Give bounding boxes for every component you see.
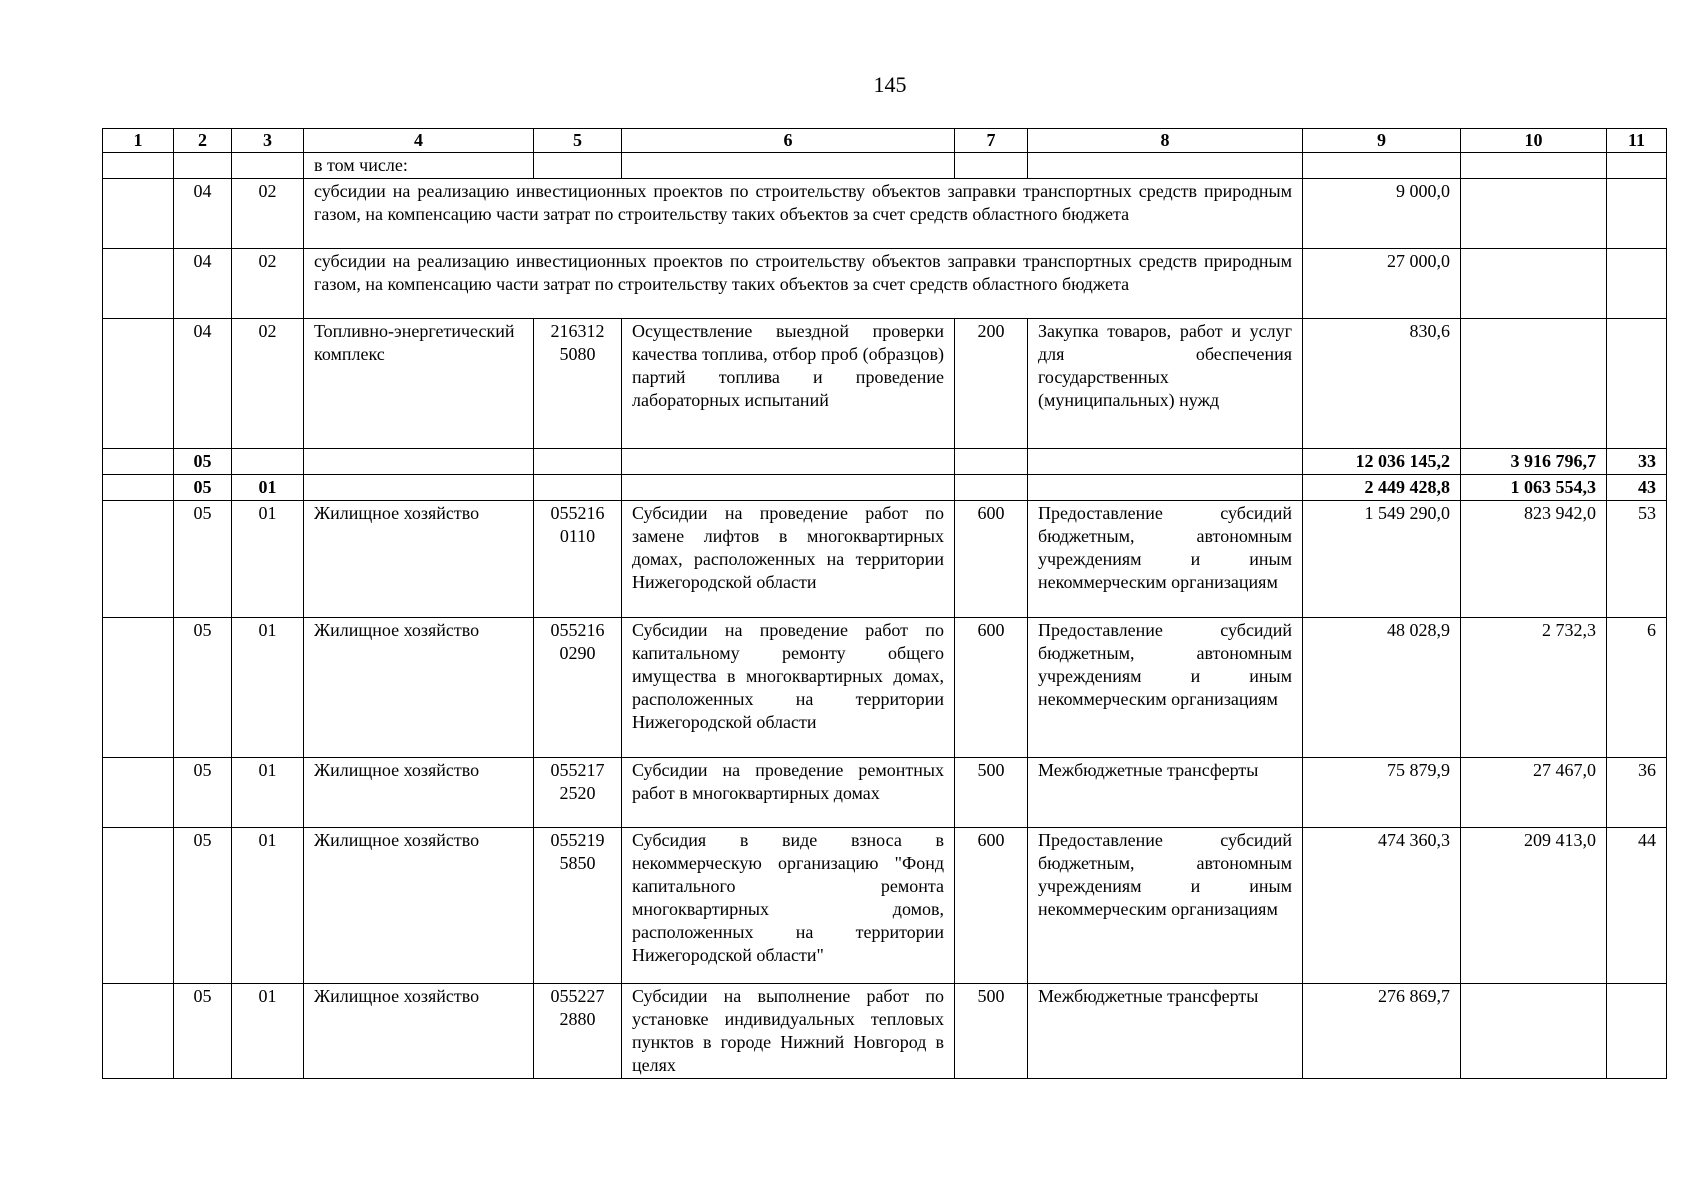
amount-col-11	[1607, 984, 1667, 1079]
subsection-code	[232, 449, 304, 475]
header-cell: 2	[174, 129, 232, 153]
cell-6	[622, 153, 955, 179]
section-code: 05	[174, 984, 232, 1079]
amount-col-10	[1461, 984, 1607, 1079]
cell-7	[955, 449, 1028, 475]
subsection-code: 02	[232, 249, 304, 319]
cell-1	[103, 249, 174, 319]
cell-9	[1303, 153, 1461, 179]
amount-col-9: 27 000,0	[1303, 249, 1461, 319]
expense-description: Субсидии на выполнение работ по установке индивидуальных тепловых пунктов в городе Нижний Новгород в целях	[622, 984, 955, 1079]
subsection-code: 01	[232, 828, 304, 984]
expense-type-name: Предоставление субсидий бюджетным, автономным учреждениям и иным некоммерческим организациям	[1028, 828, 1303, 984]
amount-col-9: 9 000,0	[1303, 179, 1461, 249]
subsection-code: 01	[232, 618, 304, 758]
header-cell: 10	[1461, 129, 1607, 153]
amount-col-9: 75 879,9	[1303, 758, 1461, 828]
subsection-code: 02	[232, 179, 304, 249]
target-article-code: 055219 5850	[534, 828, 622, 984]
target-article-code: 055216 0290	[534, 618, 622, 758]
expense-type-name: Предоставление субсидий бюджетным, автономным учреждениям и иным некоммерческим организациям	[1028, 618, 1303, 758]
subsection-code: 01	[232, 758, 304, 828]
cell-5	[534, 449, 622, 475]
amount-col-9: 276 869,7	[1303, 984, 1461, 1079]
expense-type-code: 500	[955, 984, 1028, 1079]
subsection-code: 02	[232, 319, 304, 449]
amount-col-10	[1461, 319, 1607, 449]
cell-1	[103, 449, 174, 475]
cell-4	[304, 449, 534, 475]
target-article-code: 055227 2880	[534, 984, 622, 1079]
header-cell: 8	[1028, 129, 1303, 153]
expense-description: Субсидия в виде взноса в некоммерческую организацию "Фонд капитального ремонта многоквартирных домов, расположенных на территории Нижегородской области"	[622, 828, 955, 984]
expense-type-name: Предоставление субсидий бюджетным, автономным учреждениям и иным некоммерческим организациям	[1028, 501, 1303, 618]
target-article-code: 055216 0110	[534, 501, 622, 618]
amount-col-10: 209 413,0	[1461, 828, 1607, 984]
cell-6	[622, 449, 955, 475]
amount-col-10	[1461, 249, 1607, 319]
expense-description: Субсидии на проведение работ по замене лифтов в многоквартирных домах, расположенных на территории Нижегородской области	[622, 501, 955, 618]
amount-col-10: 2 732,3	[1461, 618, 1607, 758]
expense-type-name: Межбюджетные трансферты	[1028, 984, 1303, 1079]
table-row	[103, 319, 1667, 449]
header-cell: 6	[622, 129, 955, 153]
amount-col-10: 823 942,0	[1461, 501, 1607, 618]
section-name: Жилищное хозяйство	[304, 984, 534, 1079]
table-row	[103, 828, 1667, 984]
cell-1	[103, 618, 174, 758]
section-name: Жилищное хозяйство	[304, 828, 534, 984]
header-cell: 5	[534, 129, 622, 153]
cell-1	[103, 475, 174, 501]
cell-8	[1028, 153, 1303, 179]
section-code: 05	[174, 828, 232, 984]
section-code: 04	[174, 249, 232, 319]
budget-table	[102, 128, 1667, 1079]
amount-col-9: 48 028,9	[1303, 618, 1461, 758]
table-row	[103, 449, 1667, 475]
header-cell: 11	[1607, 129, 1667, 153]
cell-6	[622, 475, 955, 501]
amount-col-11: 36	[1607, 758, 1667, 828]
subsection-code: 01	[232, 984, 304, 1079]
expense-type-name: Межбюджетные трансферты	[1028, 758, 1303, 828]
cell-4-label: в том числе:	[304, 153, 534, 179]
header-cell: 7	[955, 129, 1028, 153]
page-number: 145	[873, 72, 907, 97]
cell-1	[103, 179, 174, 249]
amount-col-10: 27 467,0	[1461, 758, 1607, 828]
cell-1	[103, 153, 174, 179]
expense-description: Осуществление выездной проверки качества топлива, отбор проб (образцов) партий топлива и проведение лабораторных испытаний	[622, 319, 955, 449]
section-name: Жилищное хозяйство	[304, 758, 534, 828]
cell-1	[103, 758, 174, 828]
cell-4	[304, 475, 534, 501]
section-name: Жилищное хозяйство	[304, 618, 534, 758]
cell-7	[955, 475, 1028, 501]
section-name: Топливно-энергетический комплекс	[304, 319, 534, 449]
total-col-9: 12 036 145,2	[1303, 449, 1461, 475]
amount-col-11	[1607, 249, 1667, 319]
amount-col-10	[1461, 179, 1607, 249]
section-code: 05	[174, 449, 232, 475]
cell-5	[534, 475, 622, 501]
description-text: субсидии на реализацию инвестиционных проектов по строительству объектов заправки транспортных средств природным газом, на компенсацию части затрат по строительству таких объектов за счет средств областного бюджета	[304, 179, 1303, 249]
target-article-code: 055217 2520	[534, 758, 622, 828]
expense-description: Субсидии на проведение ремонтных работ в многоквартирных домах	[622, 758, 955, 828]
amount-col-11: 53	[1607, 501, 1667, 618]
subsection-code: 01	[232, 501, 304, 618]
total-col-11: 43	[1607, 475, 1667, 501]
cell-3	[232, 153, 304, 179]
table-row	[103, 249, 1667, 319]
amount-col-11	[1607, 179, 1667, 249]
section-code: 05	[174, 618, 232, 758]
total-col-9: 2 449 428,8	[1303, 475, 1461, 501]
total-col-11: 33	[1607, 449, 1667, 475]
table-row	[103, 475, 1667, 501]
table-row	[103, 153, 1667, 179]
table-row	[103, 758, 1667, 828]
cell-1	[103, 319, 174, 449]
section-code: 05	[174, 758, 232, 828]
target-article-code: 216312 5080	[534, 319, 622, 449]
cell-8	[1028, 475, 1303, 501]
expense-type-code: 200	[955, 319, 1028, 449]
cell-10	[1461, 153, 1607, 179]
section-name: Жилищное хозяйство	[304, 501, 534, 618]
section-code: 04	[174, 179, 232, 249]
cell-1	[103, 501, 174, 618]
expense-type-name: Закупка товаров, работ и услуг для обеспечения государственных (муниципальных) нужд	[1028, 319, 1303, 449]
amount-col-9: 1 549 290,0	[1303, 501, 1461, 618]
expense-type-code: 600	[955, 828, 1028, 984]
expense-type-code: 600	[955, 618, 1028, 758]
amount-col-11: 44	[1607, 828, 1667, 984]
header-cell: 3	[232, 129, 304, 153]
table-row	[103, 618, 1667, 758]
subsection-code: 01	[232, 475, 304, 501]
total-col-10: 3 916 796,7	[1461, 449, 1607, 475]
section-code: 04	[174, 319, 232, 449]
header-row	[103, 129, 1667, 153]
expense-description: Субсидии на проведение работ по капитальному ремонту общего имущества в многоквартирных домах, расположенных на территории Нижегородской области	[622, 618, 955, 758]
cell-7	[955, 153, 1028, 179]
expense-type-code: 600	[955, 501, 1028, 618]
cell-1	[103, 984, 174, 1079]
header-cell: 4	[304, 129, 534, 153]
table-row	[103, 501, 1667, 618]
header-cell: 9	[1303, 129, 1461, 153]
cell-2	[174, 153, 232, 179]
amount-col-11: 6	[1607, 618, 1667, 758]
expense-type-code: 500	[955, 758, 1028, 828]
cell-11	[1607, 153, 1667, 179]
total-col-10: 1 063 554,3	[1461, 475, 1607, 501]
header-cell: 1	[103, 129, 174, 153]
table-row	[103, 179, 1667, 249]
amount-col-9: 474 360,3	[1303, 828, 1461, 984]
amount-col-11	[1607, 319, 1667, 449]
cell-8	[1028, 449, 1303, 475]
cell-1	[103, 828, 174, 984]
cell-5	[534, 153, 622, 179]
description-text: субсидии на реализацию инвестиционных проектов по строительству объектов заправки транспортных средств природным газом, на компенсацию части затрат по строительству таких объектов за счет средств областного бюджета	[304, 249, 1303, 319]
amount-col-9: 830,6	[1303, 319, 1461, 449]
table-row	[103, 984, 1667, 1079]
section-code: 05	[174, 501, 232, 618]
section-code: 05	[174, 475, 232, 501]
